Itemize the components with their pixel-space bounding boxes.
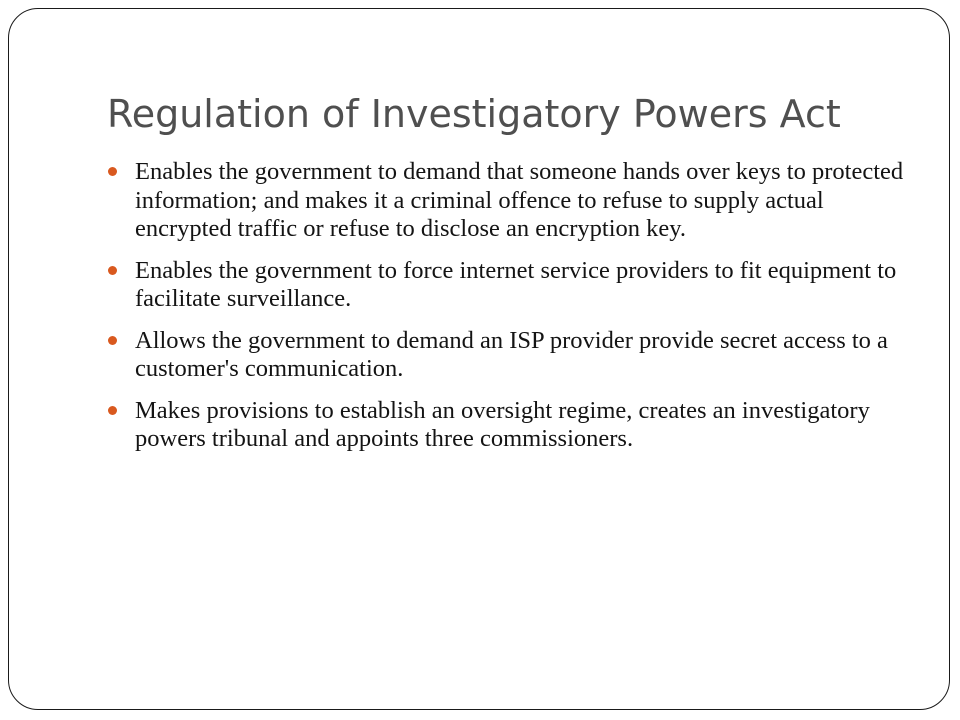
- bullet-dot-icon: [108, 266, 117, 275]
- bullet-item: [106, 327, 906, 384]
- bullet-dot-icon: [108, 167, 117, 176]
- bullet-item: [106, 257, 906, 314]
- bullet-dot-icon: [108, 406, 117, 415]
- bullet-text: Allows the government to demand an ISP provider provide secret access to a customer's communication.: [135, 326, 888, 382]
- bullet-list: [106, 158, 906, 467]
- bullet-dot-icon: [108, 336, 117, 345]
- bullet-text: Enables the government to demand that someone hands over keys to protected information; and makes it a criminal offence to refuse to supply actual encrypted traffic or refuse to disclose an encryption key.: [135, 158, 904, 242]
- bullet-item: [106, 158, 906, 244]
- slide-title: Regulation of Investigatory Powers Act: [107, 92, 841, 136]
- bullet-text: Makes provisions to establish an oversight regime, creates an investigatory powers tribunal and appoints three commissioners.: [135, 396, 870, 452]
- bullet-item: [106, 397, 906, 454]
- bullet-text: Enables the government to force internet service providers to fit equipment to facilitate surveillance.: [135, 256, 897, 312]
